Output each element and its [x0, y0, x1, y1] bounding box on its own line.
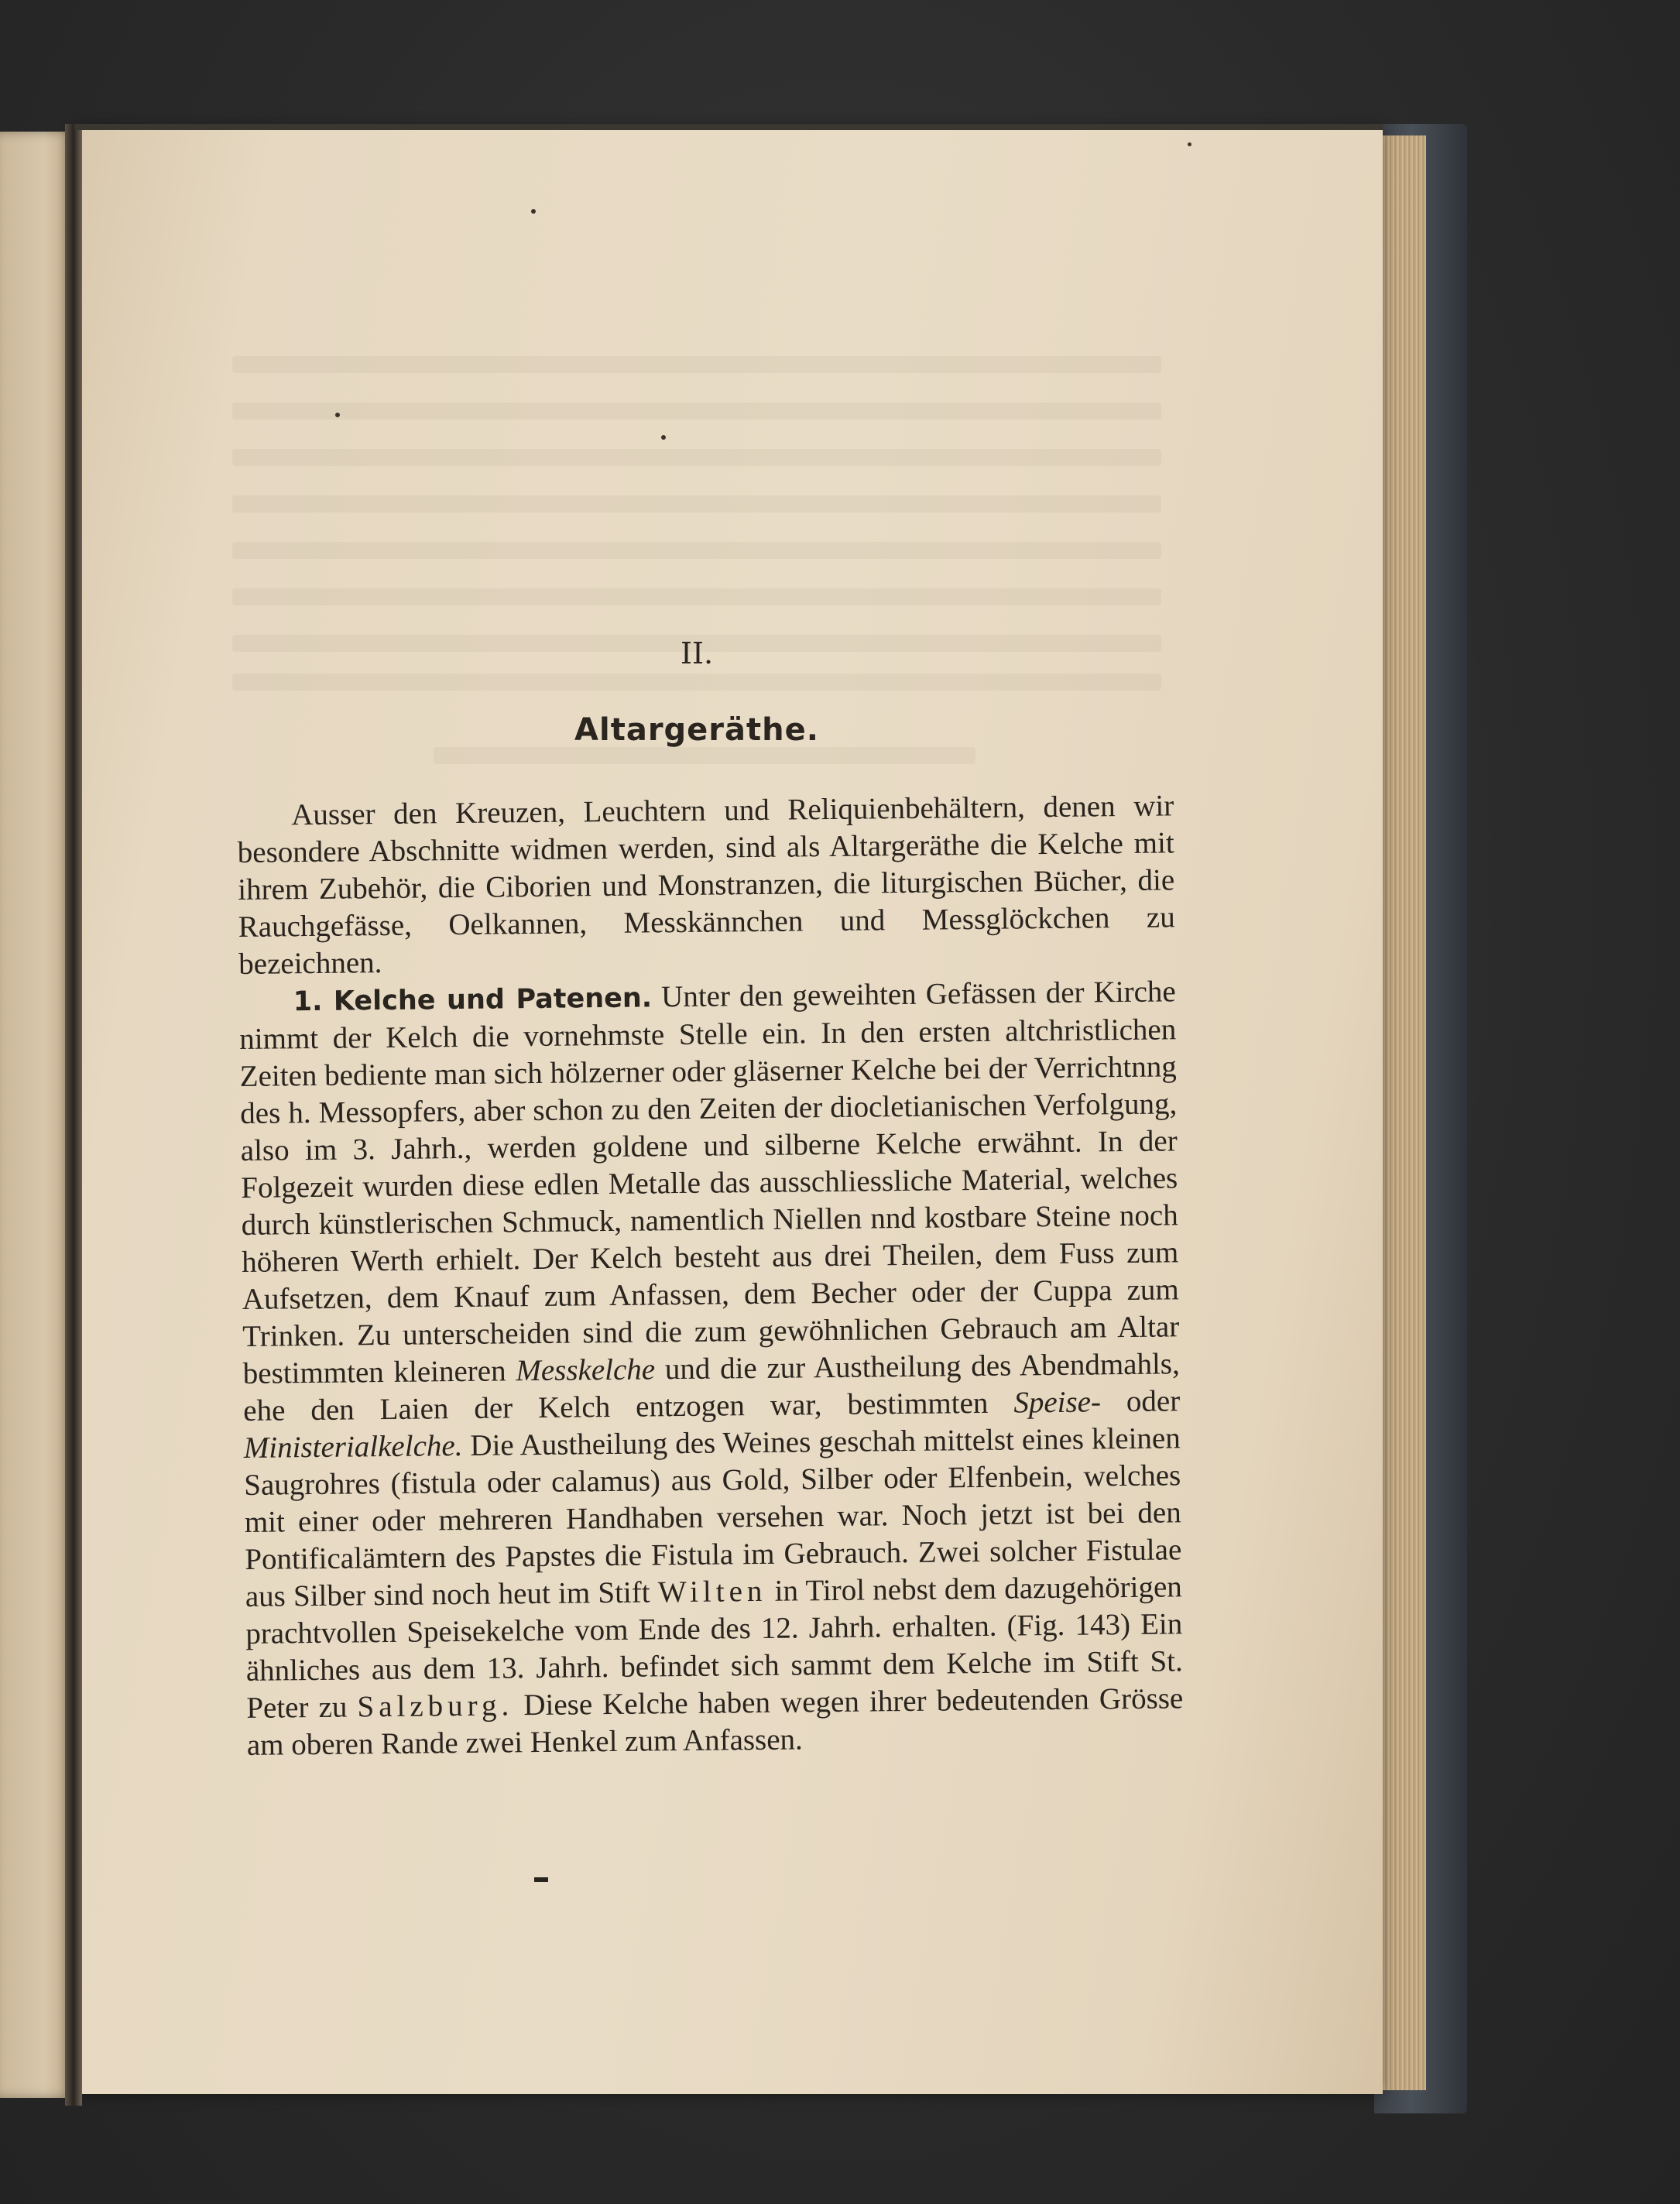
section-heading: 1. Kelche und Patenen. [293, 982, 653, 1018]
show-through-line [232, 674, 1161, 691]
section-text: Unter den geweihten Gefässen der Kirche nimmt der Kelch die vornehmste Stelle ein. In den ersten altchristlichen Zeiten bediente man sich hölzerner oder gläserner Kelche bei der Verrichtnng des h. Messopfers, aber schon zu den Zeiten der diocletianischen Verfolgung, also im 3. Jahrh., werden goldene und silberne Kelche erwähnt. In der Folgezeit wurden diese edlen Metalle das ausschliessliche Material, welches durch künstlerischen Schmuck, namentlich Niellen nnd kostbare Steine noch höheren Werth erhielt. Der Kelch besteht aus drei Theilen, dem Fuss zum Aufsetzen, dem Knauf zum Anfassen, dem Becher oder der Cuppa zum Trinken. Zu unterscheiden sind die zum gewöhnlichen Gebrauch am Altar bestimmten kleineren [239, 975, 1180, 1390]
chapter-number: II. [680, 636, 714, 670]
show-through-line [232, 542, 1161, 559]
show-through-line [232, 403, 1161, 420]
spaced-place-name: Salzburg. [357, 1688, 514, 1724]
section-text: oder [1100, 1384, 1181, 1419]
paper-speck [531, 209, 536, 214]
chapter-title: Altargeräthe. [574, 712, 819, 748]
show-through-line [232, 356, 1161, 373]
section-text: und die zur Austheilung des Abendmahls, ehe den Laien der Kelch entzogen war, bestimmten [243, 1347, 1180, 1428]
page-edges [1378, 135, 1426, 2090]
italic-term: Ministerialkelche. [243, 1428, 463, 1465]
section-paragraph [239, 973, 1184, 1764]
section-text: Diese Kelche haben wegen ihrer bedeutenden Grösse am oberen Rande zwei Henkel zum Anfassen. [246, 1681, 1184, 1762]
italic-term: Messkelche [516, 1352, 656, 1388]
section-text: in Tirol nebst dem dazugehörigen prachtvollen Speisekelche vom Ende des 12. Jahrh. erhalten. (Fig. 143) Ein ähnliches aus dem 13. Jahrh. befindet sich sammt dem Kelche im Stift St. Peter zu [245, 1570, 1183, 1725]
show-through-line [232, 495, 1161, 512]
intro-paragraph: Ausser den Kreuzen, Leuchtern und Reliquienbehältern, denen wir besondere Abschnitte widmen werden, sind als Altargeräthe die Kelche mit ihrem Zubehör, die Ciborien und Monstranzen, die liturgischen Bücher, die Rauchgefässe, Oelkannen, Messkännchen und Messglöckchen zu bezeichnen. [237, 789, 1175, 981]
page-top-edge [74, 124, 1383, 130]
book-gutter [65, 124, 82, 2106]
facing-page-edge [0, 132, 74, 2098]
paper-speck [335, 413, 340, 417]
show-through-line [434, 747, 975, 764]
spaced-place-name: Wilten [657, 1574, 767, 1609]
body-text [237, 787, 1184, 1764]
italic-term: Speise- [1013, 1385, 1102, 1420]
ink-mark [534, 1877, 548, 1882]
paper-speck [1188, 142, 1191, 146]
section-text: Die Austheilung des Weines geschah mittelst eines kleinen Saugrohres (fistula oder calamus) aus Gold, Silber oder Elfenbein, welches mit einer oder mehreren Handhaben versehen war. Noch jetzt ist bei den Pontificalämtern des Papstes die Fistula im Gebrauch. Zwei solcher Fistulae aus Silber sind noch heut im Stift [244, 1421, 1182, 1613]
show-through-line [232, 588, 1161, 605]
show-through-line [232, 449, 1161, 466]
paper-speck [661, 435, 666, 440]
